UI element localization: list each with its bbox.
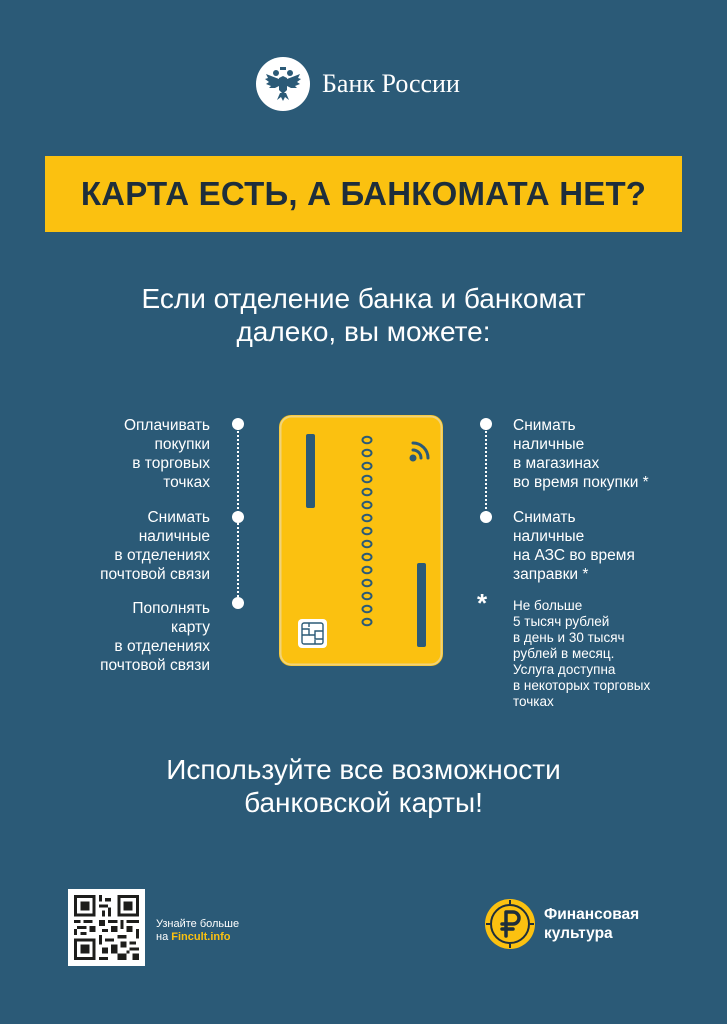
timeline-dot <box>480 511 492 523</box>
brand-line: культура <box>544 925 613 942</box>
qr-caption <box>156 918 239 944</box>
double-headed-eagle-icon <box>256 57 310 111</box>
feature-line: Снимать <box>147 509 210 526</box>
feature-line: заправки * <box>513 566 589 583</box>
qr-code-icon[interactable] <box>68 889 145 966</box>
feature-line: Пополнять <box>132 600 210 617</box>
call-to-action <box>60 753 667 819</box>
fincult-link[interactable]: Fincult.info <box>171 931 231 943</box>
intro-line: Если отделение банка и банкомат <box>141 283 586 314</box>
feature-line: почтовой связи <box>100 566 210 583</box>
chip-icon <box>298 619 327 648</box>
feature-withdraw-gas-station <box>513 508 635 584</box>
feature-line: в отделениях <box>114 547 210 564</box>
feature-withdraw-shop <box>513 416 649 492</box>
bank-card-icon <box>279 415 443 666</box>
cta-line: банковской карты! <box>244 787 483 818</box>
cta-line: Используйте все возможности <box>166 754 561 785</box>
timeline-dot <box>232 597 244 609</box>
footnote-marker: * <box>477 588 488 618</box>
feature-line: в торговых <box>132 455 210 472</box>
feature-line: покупки <box>154 436 210 453</box>
intro-text <box>60 282 667 348</box>
right-timeline-line <box>485 428 487 513</box>
bank-name: Банк России <box>322 69 460 98</box>
footnote-line: в некоторых торговых <box>513 678 651 693</box>
brand-line: Финансовая <box>544 906 640 923</box>
feature-line: Снимать <box>513 417 576 434</box>
feature-line: Оплачивать <box>123 417 210 434</box>
feature-line: в отделениях <box>114 638 210 655</box>
intro-line: далеко, вы можете: <box>236 316 491 347</box>
feature-line: наличные <box>513 436 585 453</box>
financial-culture-text <box>544 905 639 943</box>
footnote-line: 5 тысяч рублей <box>513 614 610 629</box>
contactless-icon <box>411 443 428 460</box>
feature-line: точках <box>163 474 210 491</box>
feature-line: почтовой связи <box>100 657 210 674</box>
qr-caption-line: Узнайте больше <box>156 918 240 930</box>
headline: КАРТА ЕСТЬ, А БАНКОМАТА НЕТ? <box>80 175 647 212</box>
qr-caption-prefix: на <box>156 931 172 943</box>
feature-line: Снимать <box>513 509 576 526</box>
footnote-line: Услуга доступна <box>513 662 616 677</box>
feature-pay-purchases <box>124 416 210 492</box>
timeline-dot <box>480 418 492 430</box>
timeline-dot <box>232 418 244 430</box>
feature-line: на АЗС во время <box>513 547 635 564</box>
feature-line: наличные <box>138 528 210 545</box>
ruble-coin-icon <box>484 898 536 950</box>
footnote-line: в день и 30 тысяч <box>513 630 625 645</box>
feature-line: наличные <box>513 528 585 545</box>
financial-culture-logo <box>484 898 639 950</box>
qr-caption-line <box>156 931 239 944</box>
feature-line: карту <box>170 619 210 636</box>
footnote-line: точках <box>513 694 554 709</box>
feature-line: во время покупки * <box>513 474 649 491</box>
feature-withdraw-post <box>100 508 210 584</box>
timeline-dot <box>232 511 244 523</box>
headline-banner <box>45 156 682 232</box>
feature-topup-post <box>100 599 210 675</box>
bank-of-russia-logo <box>256 56 460 112</box>
footnote-line: рублей в месяц. <box>513 646 615 661</box>
feature-line: в магазинах <box>513 455 600 472</box>
footnote-text <box>513 598 650 710</box>
footnote-line: Не больше <box>513 598 583 613</box>
